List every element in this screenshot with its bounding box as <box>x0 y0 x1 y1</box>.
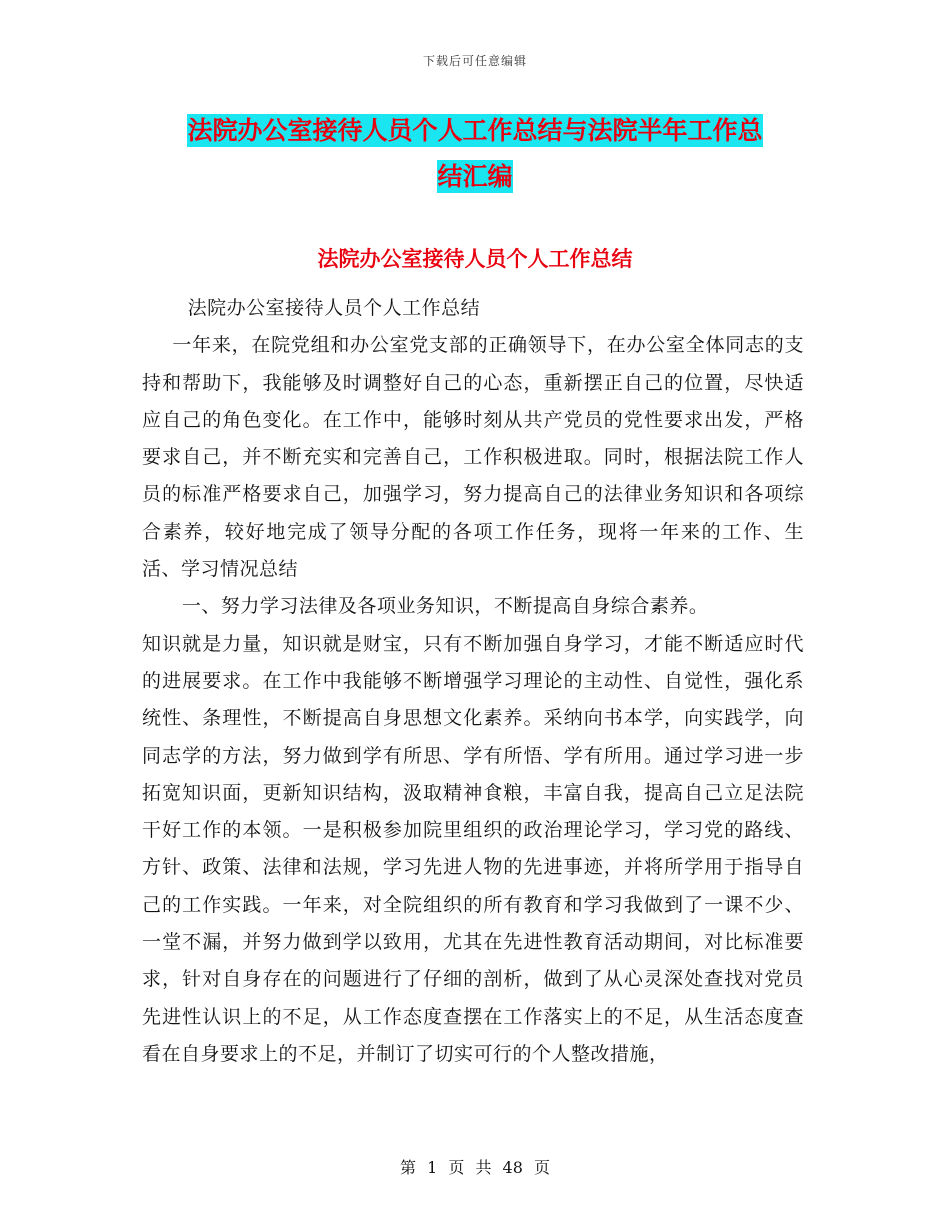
document-body <box>142 290 804 1073</box>
body-paragraph-title: 法院办公室接待人员个人工作总结 <box>187 297 481 319</box>
document-section-title: 法院办公室接待人员个人工作总结 <box>317 247 633 271</box>
document-main-title <box>0 108 950 200</box>
body-paragraph-heading: 一、努力学习法律及各项业务知识，不断提高自身综合素养。 <box>181 595 709 618</box>
body-paragraph: 知识就是力量，知识就是财宝，只有不断加强自身学习，才能不断适应时代的进展要求。在工作中我能够不断增强学习理论的主动性、自觉性，强化系统性、条理性，不断提高自身思想文化素养。采纳向书本学，向实践学，向同志学的方法，努力做到学有所思、学有所悟、学有所用。通过学习进一步拓宽知识面，更新知识结构，汲取精神食粮，丰富自我，提高自己立足法院干好工作的本领。一是积极参加院里组织的政治理论学习，学习党的路线、方针、政策、法律和法规，学习先进人物的先进事迹，并将所学用于指导自己的工作实践。一年来，对全院组织的所有教育和学习我做到了一课不少、一堂不漏，并努力做到学以致用，尤其在先进性教育活动期间，对比标准要求，针对自身存在的问题进行了仔细的剖析，做到了从心灵深处查找对党员先进性认识上的不足，从工作态度查摆在工作落实上的不足，从生活态度查看在自身要求上的不足，并制订了切实可行的个人整改措施， <box>142 632 804 1065</box>
main-title-line-2: 结汇编 <box>437 162 513 191</box>
page-footer: 第 1 页 共 48 页 <box>400 1158 550 1177</box>
body-paragraph: 一年来，在院党组和办公室党支部的正确领导下，在办公室全体同志的支持和帮助下，我能够及时调整好自己的心态，重新摆正自己的位置，尽快适应自己的角色变化。在工作中，能够时刻从共产党员的党性要求出发，严格要求自己，并不断充实和完善自己，工作积极进取。同时，根据法院工作人员的标准严格要求自己，加强学习，努力提高自己的法律业务知识和各项综合素养，较好地完成了领导分配的各项工作任务，现将一年来的工作、生活、学习情况总结 <box>142 334 804 581</box>
page-header-note: 下载后可任意编辑 <box>422 54 527 68</box>
main-title-line-1: 法院办公室接待人员个人工作总结与法院半年工作总 <box>187 116 763 145</box>
